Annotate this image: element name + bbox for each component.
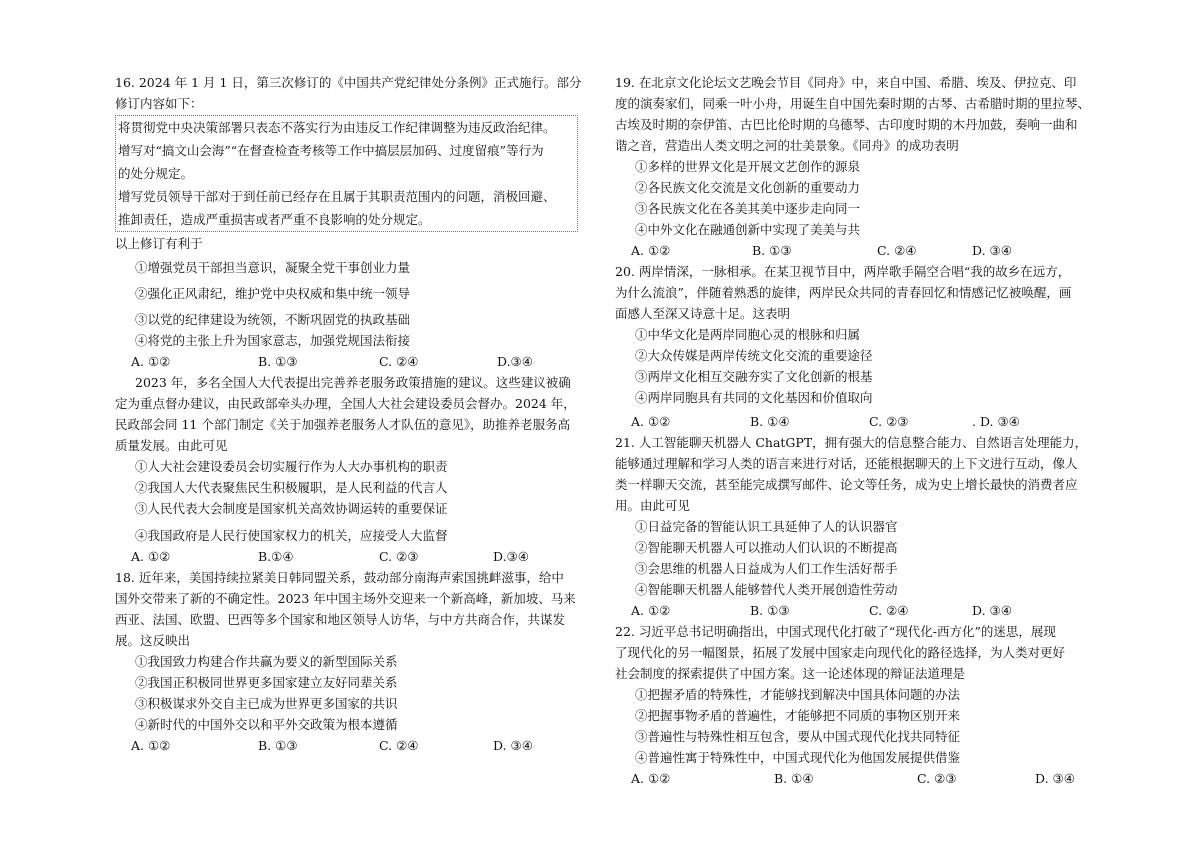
statement-item: ②强化正风肃纪，维护党中央权威和集中统一领导 <box>135 286 411 301</box>
question-stem-line: 面感人至深又诗意十足。这表明 <box>615 306 791 321</box>
question-17 <box>115 372 578 567</box>
answer-options <box>615 411 1090 432</box>
question-stem-line: 质量发展。由此可见 <box>115 438 228 453</box>
option-d[interactable]: . D. ③④ <box>972 414 1020 429</box>
option-a[interactable]: A. ①② <box>631 414 671 429</box>
statement-item: ②我国正积极同世界更多国家建立友好同辈关系 <box>135 675 398 690</box>
question-stem-line: 民政部会同 11 个部门制定《关于加强养老服务人才队伍的意见》，助推养老服务高 <box>115 417 571 432</box>
question-stem-line: 2023 年，多名全国人大代表提出完善养老服务政策措施的建议。这些建议被确 <box>135 375 571 390</box>
question-stem-line: 类一样聊天交流，甚至能完成撰写邮件、论文等任务，成为史上增长最快的消费者应 <box>615 477 1078 492</box>
option-d[interactable]: D.③④ <box>493 549 529 564</box>
question-stem-line: 能够通过理解和学习人类的语言来进行对话，还能根据聊天的上下文进行互动，像人 <box>615 456 1078 471</box>
option-c[interactable]: C. ②③ <box>379 549 419 564</box>
option-c[interactable]: C. ②④ <box>869 603 909 618</box>
answer-options <box>115 735 578 756</box>
answer-options <box>115 351 578 372</box>
statement-item: ③以党的纪律建设为统领，不断巩固党的执政基础 <box>135 312 411 327</box>
statement-item: ①把握矛盾的特殊性，才能够找到解决中国具体问题的办法 <box>635 687 961 702</box>
question-stem-line: 修订内容如下： <box>115 96 203 111</box>
question-19 <box>615 72 1090 261</box>
statement-item: ④中外文化在融通创新中实现了美美与共 <box>635 222 861 237</box>
statement-item: ②我国人大代表聚焦民生积极履职，是人民利益的代言人 <box>135 480 448 495</box>
right-column <box>615 72 1090 789</box>
statement-item: ③人民代表大会制度是国家机关高效协调运转的重要保证 <box>135 501 448 516</box>
box-line: 的处分规定。 <box>118 166 194 181</box>
option-a[interactable]: A. ①② <box>631 243 671 258</box>
option-d[interactable]: D.③④ <box>497 354 533 369</box>
statement-item: ②把握事物矛盾的普遍性，才能够把不同质的事物区别开来 <box>635 708 961 723</box>
statement-item: ③各民族文化在各美其美中逐步走向同一 <box>635 201 861 216</box>
question-stem-line: 20. 两岸情深，一脉相承。在某卫视节目中，两岸歌手隔空合唱“我的故乡在远方， <box>615 264 1071 279</box>
question-stem-line: 了现代化的另一幅图景，拓展了发展中国家走向现代化的路径选择，为人类对更好 <box>615 645 1066 660</box>
question-stem-line: 国外交带来了新的不确定性。2023 年中国主场外交迎来一个新高峰，新加坡、马来 <box>115 591 576 606</box>
question-16 <box>115 72 582 372</box>
question-stem-line: 19. 在北京文化论坛文艺晚会节目《同舟》中，来自中国、希腊、埃及、伊拉克、印 <box>615 75 1077 90</box>
question-stem-line: 22. 习近平总书记明确指出，中国式现代化打破了“现代化-西方化”的迷思，展现 <box>615 624 1056 639</box>
option-a[interactable]: A. ①② <box>131 354 171 369</box>
question-stem-line: 用。由此可见 <box>615 498 691 513</box>
statement-item: ④两岸同胞具有共同的文化基因和价值取向 <box>635 390 873 405</box>
question-stem-line: 古埃及时期的奈伊笛、古巴比伦时期的乌德琴、古印度时期的木丹加鼓，奏响一曲和 <box>615 117 1078 132</box>
option-b[interactable]: B. ①③ <box>752 243 792 258</box>
option-d[interactable]: D. ③④ <box>1035 771 1075 786</box>
question-stem-line: 西亚、法国、欧盟、巴西等多个国家和地区领导人访华，与中方共商合作，共谋发 <box>115 612 566 627</box>
question-stem-line: 18. 近年来，美国持续拉紧美日韩同盟关系，鼓动部分南海声索国挑衅滋事，给中 <box>115 570 564 585</box>
option-b[interactable]: B. ①③ <box>258 354 298 369</box>
question-stem-line: 定为重点督办建议，由民政部牵头办理，全国人大社会建设委员会督办。2024 年， <box>115 396 576 411</box>
option-c[interactable]: C. ②④ <box>379 354 419 369</box>
box-line: 增写党员领导干部对于到任前已经存在且属于其职责范围内的问题，消极回避、 <box>118 189 556 204</box>
statement-item: ③两岸文化相互交融夯实了文化创新的根基 <box>635 369 873 384</box>
statement-item: ③会思维的机器人日益成为人们工作生活好帮手 <box>635 561 898 576</box>
option-d[interactable]: D. ③④ <box>972 243 1012 258</box>
question-stem-line: 度的演奏家们，同乘一叶小舟，用诞生自中国先秦时期的古琴、古希腊时期的里拉琴、 <box>615 96 1091 111</box>
statement-item: ②智能聊天机器人可以推动人们认识的不断提高 <box>635 540 898 555</box>
revision-content-box <box>115 115 578 232</box>
option-a[interactable]: A. ①② <box>631 771 671 786</box>
box-line: 推卸责任，造成严重损害或者严重不良影响的处分规定。 <box>118 212 431 227</box>
option-b[interactable]: B. ①③ <box>750 603 790 618</box>
answer-options <box>115 546 578 567</box>
box-line: 将贯彻党中央决策部署只表态不落实行为由违反工作纪律调整为违反政治纪律。 <box>118 120 556 135</box>
option-c[interactable]: C. ②③ <box>917 771 957 786</box>
answer-options <box>615 600 1090 621</box>
statement-item: ④新时代的中国外交以和平外交政策为根本遵循 <box>135 717 398 732</box>
answer-options <box>615 240 1090 261</box>
statement-item: ①人大社会建设委员会切实履行作为人大办事机构的职责 <box>135 459 448 474</box>
question-stem-line: 21. 人工智能聊天机器人 ChatGPT，拥有强大的信息整合能力、自然语言处理能力， <box>615 435 1088 450</box>
option-c[interactable]: C. ②④ <box>877 243 917 258</box>
question-21 <box>615 432 1090 621</box>
statement-item: ①中华文化是两岸同胞心灵的根脉和归属 <box>635 327 861 342</box>
statement-item: ①增强党员干部担当意识，凝聚全党干事创业力量 <box>135 260 411 275</box>
option-a[interactable]: A. ①② <box>631 603 671 618</box>
statement-item: ②大众传媒是两岸传统文化交流的重要途径 <box>635 348 873 363</box>
option-a[interactable]: A. ①② <box>131 738 171 753</box>
option-d[interactable]: D. ③④ <box>493 738 533 753</box>
question-stem-line: 展。这反映出 <box>115 633 191 648</box>
option-b[interactable]: B.①④ <box>258 549 294 564</box>
option-c[interactable]: C. ②③ <box>869 414 909 429</box>
statement-item: ④将党的主张上升为国家意志，加强党规国法衔接 <box>135 333 411 348</box>
question-stem-line: 16. 2024 年 1 月 1 日，第三次修订的《中国共产党纪律处分条例》正式施行。部分 <box>115 75 582 90</box>
statement-item: ④我国政府是人民行使国家权力的机关，应接受人大监督 <box>135 528 448 543</box>
question-stem-line: 谐之音，营造出人类文明之河的壮美景象。《同舟》的成功表明 <box>615 138 959 153</box>
statement-item: ①多样的世界文化是开展文艺创作的源泉 <box>635 159 861 174</box>
box-line: 增写对“搞文山会海”“在督查检查考核等工作中搞层层加码、过度留痕”等行为 <box>118 143 544 158</box>
statement-item: ①日益完备的智能认识工具延伸了人的认识器官 <box>635 519 898 534</box>
left-column <box>115 72 582 756</box>
answer-options <box>615 768 1090 789</box>
question-stem-tail: 以上修订有利于 <box>115 236 203 251</box>
question-22 <box>615 621 1090 789</box>
statement-item: ②各民族文化交流是文化创新的重要动力 <box>635 180 861 195</box>
option-b[interactable]: B. ①④ <box>750 414 790 429</box>
option-b[interactable]: B. ①④ <box>774 771 814 786</box>
statement-item: ③积极谋求外交自主已成为世界更多国家的共识 <box>135 696 398 711</box>
statement-item: ④智能聊天机器人能够替代人类开展创造性劳动 <box>635 582 898 597</box>
question-stem-line: 为什么流浪”，伴随着熟悉的旋律，两岸民众共同的青春回忆和情感记忆被唤醒，画 <box>615 285 1072 300</box>
option-a[interactable]: A. ①② <box>131 549 171 564</box>
question-20 <box>615 261 1090 432</box>
option-c[interactable]: C. ②④ <box>379 738 419 753</box>
statement-item: ④普遍性寓于特殊性中，中国式现代化为他国发展提供借鉴 <box>635 750 961 765</box>
question-18 <box>115 567 578 756</box>
statement-item: ①我国致力构建合作共赢为要义的新型国际关系 <box>135 654 398 669</box>
statement-item: ③普遍性与特殊性相互包含，要从中国式现代化找共同特征 <box>635 729 961 744</box>
option-d[interactable]: D. ③④ <box>972 603 1012 618</box>
question-stem-line: 社会制度的探索提供了中国方案。这一论述体现的辩证法道理是 <box>615 666 966 681</box>
option-b[interactable]: B. ①③ <box>258 738 298 753</box>
